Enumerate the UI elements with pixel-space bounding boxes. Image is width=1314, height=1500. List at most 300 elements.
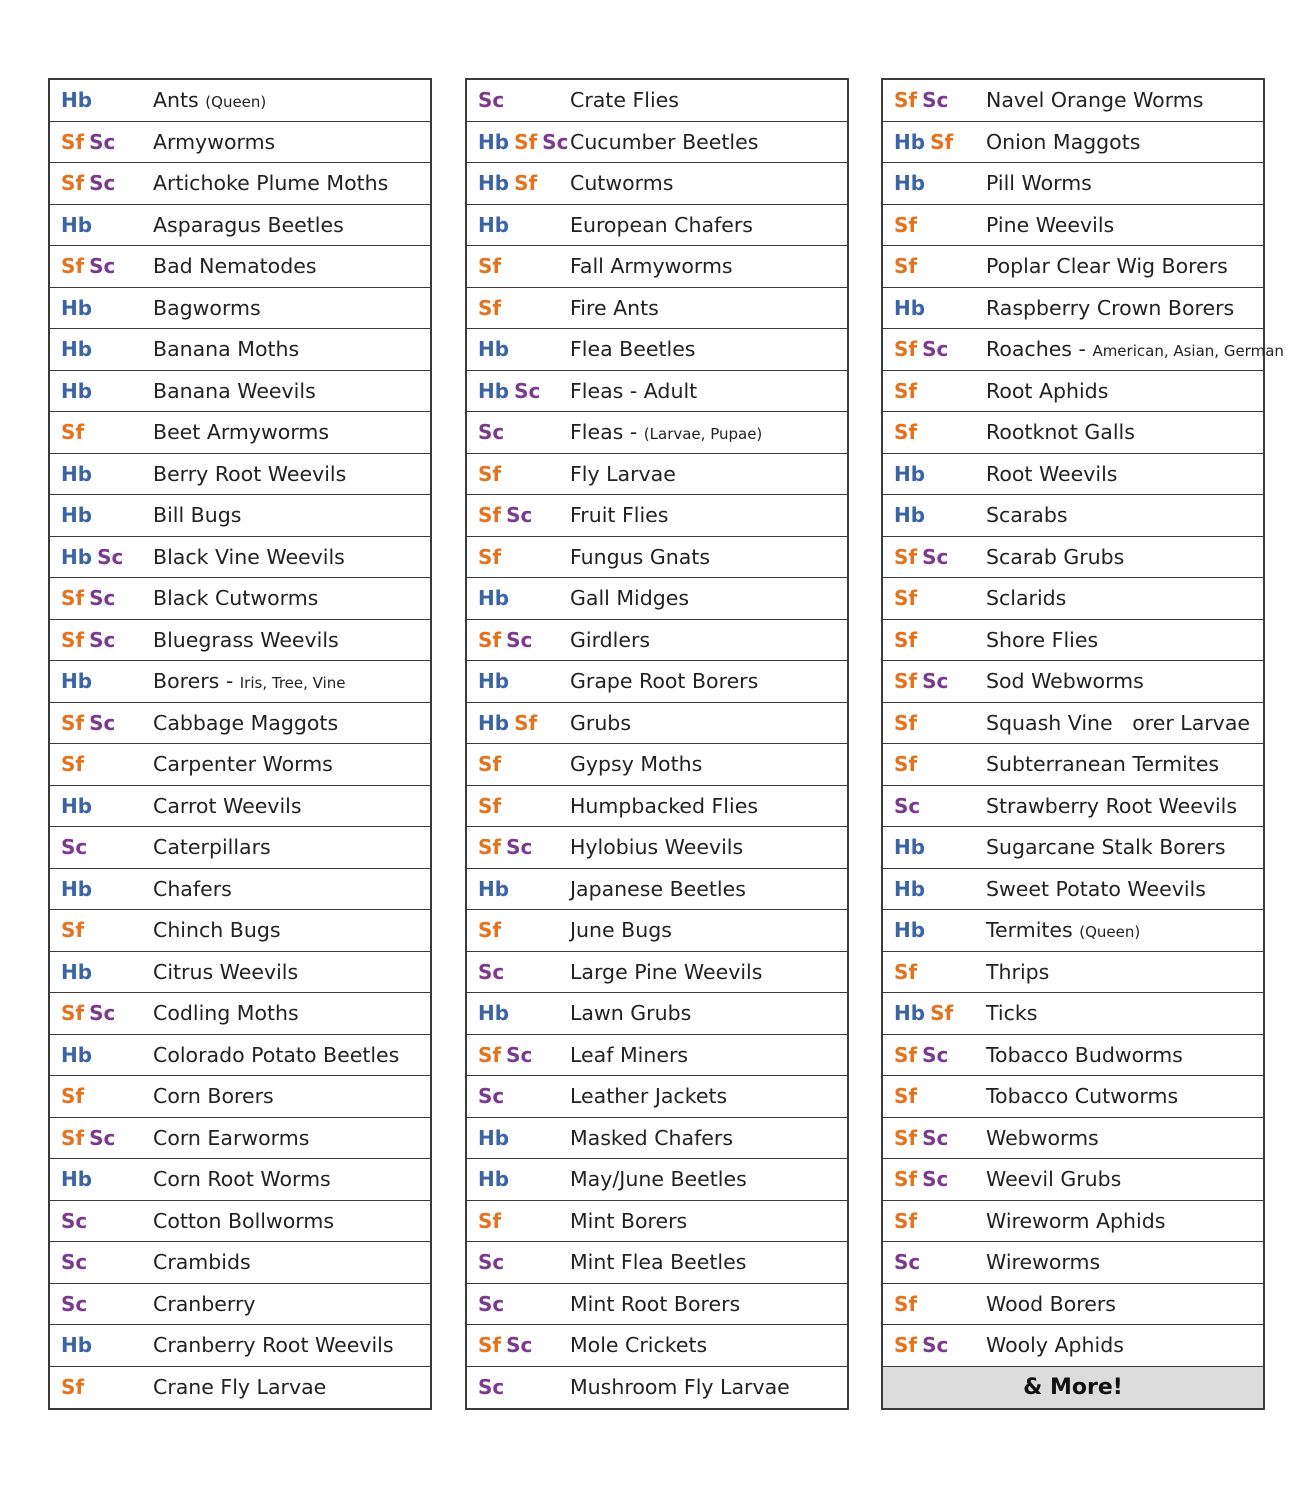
code-badge: Hb — [894, 129, 926, 154]
pest-name — [570, 794, 758, 818]
code-badge: Sf — [894, 88, 918, 113]
code-badge: Hb — [61, 1333, 93, 1358]
pest-name — [153, 254, 317, 278]
pest-row — [50, 371, 430, 413]
pest-row — [467, 454, 847, 496]
pest-name — [986, 1167, 1121, 1191]
pest-row — [883, 288, 1263, 330]
pest-name-text: Cotton Bollworms — [153, 1208, 335, 1233]
pest-row — [50, 1201, 430, 1243]
code-badge: Sf — [894, 1333, 918, 1358]
pest-name — [153, 918, 281, 942]
code-badge: Hb — [61, 461, 93, 486]
pest-name-text: Gall Midges — [570, 586, 690, 611]
pest-codes — [467, 711, 570, 735]
pest-name-text: Strawberry Root Weevils — [986, 793, 1238, 818]
pest-row — [883, 910, 1263, 952]
pest-name — [570, 918, 672, 942]
code-badge: Sf — [478, 254, 502, 279]
pest-name-text: Armyworms — [153, 129, 276, 154]
pest-row — [883, 578, 1263, 620]
pest-name — [986, 877, 1206, 901]
code-badge: Sc — [89, 1001, 116, 1026]
pest-row — [50, 993, 430, 1035]
pest-name-text: Cabbage Maggots — [153, 710, 339, 735]
pest-name — [570, 379, 697, 403]
pest-codes — [50, 752, 153, 776]
pest-row — [467, 412, 847, 454]
pest-name — [153, 628, 339, 652]
code-badge: Hb — [61, 295, 93, 320]
code-badge: Sf — [894, 337, 918, 362]
code-badge: Hb — [478, 171, 510, 196]
code-badge: Sc — [506, 835, 533, 860]
pest-name-text: Wood Borers — [986, 1291, 1116, 1316]
pest-name-text: Cutworms — [570, 171, 674, 196]
pest-codes — [50, 1209, 153, 1233]
pest-row — [883, 744, 1263, 786]
pest-row — [50, 620, 430, 662]
code-badge: Sf — [61, 420, 85, 445]
pest-name-text: Corn Borers — [153, 1084, 274, 1109]
more-label — [1023, 1375, 1123, 1400]
pest-codes — [883, 1167, 986, 1191]
pest-row — [883, 495, 1263, 537]
pest-name — [570, 503, 668, 527]
pest-name — [570, 88, 679, 112]
code-badge: Hb — [478, 1167, 510, 1192]
code-badge: Hb — [478, 586, 510, 611]
pest-codes — [467, 918, 570, 942]
pest-name — [986, 669, 1144, 693]
code-badge: Sf — [894, 544, 918, 569]
pest-column-2 — [465, 78, 849, 1410]
code-badge: Sc — [61, 1208, 88, 1233]
pest-name — [153, 669, 345, 693]
pest-name-text: Borers - — [153, 669, 234, 694]
code-badge: Hb — [61, 1042, 93, 1067]
pest-row — [883, 661, 1263, 703]
pest-name-text: European Chafers — [570, 212, 753, 237]
pest-name-text: Grubs — [570, 710, 631, 735]
pest-name — [570, 1209, 687, 1233]
pest-row — [883, 537, 1263, 579]
pest-codes — [883, 337, 986, 361]
pest-name-text: Sod Webworms — [986, 669, 1144, 694]
code-badge: Hb — [478, 710, 510, 735]
pest-row — [883, 786, 1263, 828]
code-badge: Sf — [61, 752, 85, 777]
pest-codes — [883, 1084, 986, 1108]
pest-codes — [467, 794, 570, 818]
pest-codes — [50, 171, 153, 195]
pest-name-text: Squash Vine orer Larvae — [986, 710, 1250, 735]
pest-row — [467, 1242, 847, 1284]
pest-name — [570, 337, 696, 361]
pest-name — [570, 1084, 727, 1108]
pest-codes — [883, 254, 986, 278]
pest-name — [986, 462, 1117, 486]
pest-name-text: Shore Flies — [986, 627, 1099, 652]
pest-name-text: Girdlers — [570, 627, 651, 652]
pest-codes — [50, 918, 153, 942]
pest-codes — [467, 130, 570, 154]
pest-name-text: Corn Earworms — [153, 1125, 310, 1150]
pest-row — [467, 1076, 847, 1118]
pest-name — [570, 1043, 688, 1067]
code-badge: Sc — [478, 1375, 505, 1400]
pest-codes — [467, 628, 570, 652]
pest-name — [570, 1375, 790, 1399]
pest-row — [50, 1118, 430, 1160]
pest-name — [986, 1126, 1099, 1150]
pest-row — [883, 1284, 1263, 1326]
pest-codes — [883, 794, 986, 818]
pest-name — [153, 1333, 394, 1357]
pest-row — [883, 205, 1263, 247]
pest-name — [986, 1084, 1178, 1108]
code-badge: Sc — [542, 129, 569, 154]
code-badge: Hb — [894, 876, 926, 901]
pest-codes — [883, 1209, 986, 1233]
pest-name — [153, 88, 266, 112]
pest-row — [50, 1035, 430, 1077]
pest-row — [883, 329, 1284, 371]
pest-name-text: Tobacco Budworms — [986, 1042, 1183, 1067]
pest-name-text: Fleas - — [570, 420, 638, 445]
code-badge: Hb — [61, 337, 93, 362]
code-badge: Sf — [894, 1291, 918, 1316]
pest-codes — [883, 545, 986, 569]
pest-name-text: Subterranean Termites — [986, 752, 1220, 777]
pest-name — [570, 669, 758, 693]
pest-name — [570, 1333, 707, 1357]
pest-row — [467, 1201, 847, 1243]
pest-name — [570, 1167, 747, 1191]
pest-row — [883, 1035, 1263, 1077]
pest-name — [153, 545, 345, 569]
pest-name-text: June Bugs — [570, 918, 672, 943]
pest-name-text: Root Aphids — [986, 378, 1109, 403]
pest-name-text: Mint Flea Beetles — [570, 1250, 747, 1275]
code-badge: Sf — [894, 959, 918, 984]
pest-row — [50, 703, 430, 745]
code-badge: Sf — [894, 752, 918, 777]
code-badge: Sf — [894, 420, 918, 445]
pest-codes — [50, 1333, 153, 1357]
pest-name — [986, 254, 1228, 278]
pest-name-text: Fleas - Adult — [570, 378, 698, 403]
pest-codes — [50, 462, 153, 486]
pest-codes — [883, 586, 986, 610]
pest-codes — [883, 1001, 986, 1025]
pest-codes — [50, 1250, 153, 1274]
pest-row — [883, 246, 1263, 288]
pest-row — [50, 827, 430, 869]
pest-row — [467, 371, 847, 413]
pest-name — [570, 752, 702, 776]
pest-name — [986, 1209, 1165, 1233]
pest-row — [467, 122, 847, 164]
pest-name-text: Wireworm Aphids — [986, 1208, 1166, 1233]
pest-row — [883, 163, 1263, 205]
code-badge: Sf — [894, 1125, 918, 1150]
code-badge: Hb — [61, 1167, 93, 1192]
pest-name-text: Raspberry Crown Borers — [986, 295, 1235, 320]
pest-name-text: Carrot Weevils — [153, 793, 302, 818]
pest-name — [153, 752, 333, 776]
code-badge: Sc — [922, 1042, 949, 1067]
pest-name-text: Lawn Grubs — [570, 1001, 692, 1026]
pest-codes — [467, 1126, 570, 1150]
code-badge: Hb — [61, 669, 93, 694]
code-badge: Sf — [61, 918, 85, 943]
code-badge: Sf — [61, 627, 85, 652]
pest-name-text: Thrips — [986, 959, 1050, 984]
pest-codes — [50, 1292, 153, 1316]
pest-row — [883, 1201, 1263, 1243]
pest-row — [883, 952, 1263, 994]
pest-codes — [467, 1333, 570, 1357]
pest-name-text: Fungus Gnats — [570, 544, 711, 569]
code-badge: Sf — [61, 710, 85, 735]
pest-name-text: Grape Root Borers — [570, 669, 759, 694]
pest-row — [467, 910, 847, 952]
pest-row — [50, 578, 430, 620]
code-badge: Sf — [894, 254, 918, 279]
pest-row — [467, 1035, 847, 1077]
code-badge: Sf — [61, 1375, 85, 1400]
pest-name-text: Humpbacked Flies — [570, 793, 758, 818]
pest-name — [986, 213, 1114, 237]
pest-name-text: Beet Armyworms — [153, 420, 330, 445]
code-badge: Sf — [514, 710, 538, 735]
pest-row — [50, 288, 430, 330]
pest-codes — [50, 1126, 153, 1150]
pest-name-text: Termites — [986, 918, 1073, 943]
pest-codes — [883, 918, 986, 942]
pest-name-text: Scarab Grubs — [986, 544, 1125, 569]
pest-name — [986, 835, 1226, 859]
pest-note: (Queen) — [1079, 923, 1141, 942]
pest-row — [467, 537, 847, 579]
code-badge: Hb — [894, 1001, 926, 1026]
code-badge: Sf — [894, 1208, 918, 1233]
pest-name — [986, 171, 1092, 195]
code-badge: Sc — [506, 627, 533, 652]
pest-name — [153, 1167, 331, 1191]
pest-row — [467, 1325, 847, 1367]
code-badge: Sc — [89, 254, 116, 279]
pest-name-text: Leather Jackets — [570, 1084, 728, 1109]
pest-name — [570, 1126, 733, 1150]
pest-name — [986, 752, 1219, 776]
pest-name-text: Asparagus Beetles — [153, 212, 344, 237]
pest-codes — [467, 1250, 570, 1274]
pest-name-text: Crambids — [153, 1250, 251, 1275]
pest-row — [50, 537, 430, 579]
pest-row — [50, 1367, 430, 1409]
code-badge: Hb — [61, 88, 93, 113]
code-badge: Hb — [61, 212, 93, 237]
pest-row — [50, 1325, 430, 1367]
code-badge: Sc — [506, 503, 533, 528]
pest-name-text: Sugarcane Stalk Borers — [986, 835, 1226, 860]
pest-column-1 — [48, 78, 432, 1410]
pest-name-text: Mint Root Borers — [570, 1291, 741, 1316]
pest-name-text: Crate Flies — [570, 88, 679, 113]
code-badge: Sc — [89, 586, 116, 611]
pest-codes — [883, 171, 986, 195]
code-badge: Sc — [478, 1250, 505, 1275]
pest-name-text: Scarabs — [986, 503, 1068, 528]
pest-codes — [50, 794, 153, 818]
code-badge: Hb — [894, 918, 926, 943]
pest-codes — [883, 1292, 986, 1316]
pest-row — [883, 122, 1263, 164]
pest-name-text: Sweet Potato Weevils — [986, 876, 1206, 901]
pest-row — [50, 163, 430, 205]
code-badge: Hb — [61, 503, 93, 528]
pest-name-text: Poplar Clear Wig Borers — [986, 254, 1228, 279]
code-badge: Sf — [61, 586, 85, 611]
pest-name-text: Ticks — [986, 1001, 1038, 1026]
pest-codes — [467, 171, 570, 195]
pest-codes — [883, 628, 986, 652]
pest-name — [986, 379, 1108, 403]
pest-codes — [467, 835, 570, 859]
pest-codes — [467, 1375, 570, 1399]
pest-name — [153, 171, 388, 195]
code-badge: Hb — [61, 378, 93, 403]
code-badge: Sf — [514, 129, 538, 154]
pest-name-text: Fire Ants — [570, 295, 659, 320]
pest-row — [50, 786, 430, 828]
pest-name-text: Mushroom Fly Larvae — [570, 1375, 790, 1400]
pest-name — [570, 877, 746, 901]
code-badge: Hb — [478, 129, 510, 154]
pest-codes — [50, 379, 153, 403]
pest-name — [570, 296, 659, 320]
pest-codes — [50, 88, 153, 112]
code-badge: Sc — [89, 171, 116, 196]
pest-codes — [467, 1084, 570, 1108]
pest-codes — [467, 752, 570, 776]
pest-codes — [467, 337, 570, 361]
pest-row — [467, 1118, 847, 1160]
code-badge: Hb — [61, 544, 93, 569]
code-badge: Sf — [478, 1042, 502, 1067]
pest-name-text: Pill Worms — [986, 171, 1092, 196]
pest-name — [153, 1292, 256, 1316]
pest-codes — [50, 628, 153, 652]
pest-name-text: Bluegrass Weevils — [153, 627, 339, 652]
pest-note: Iris, Tree, Vine — [239, 674, 346, 693]
pest-codes — [50, 835, 153, 859]
pest-row — [50, 1159, 430, 1201]
pest-codes — [467, 586, 570, 610]
pest-name-text: Crane Fly Larvae — [153, 1375, 327, 1400]
pest-codes — [467, 254, 570, 278]
pest-name — [153, 586, 318, 610]
pest-codes — [883, 462, 986, 486]
pest-codes — [883, 1333, 986, 1357]
pest-row — [883, 827, 1263, 869]
pest-name-text: Fruit Flies — [570, 503, 669, 528]
pest-row — [50, 869, 430, 911]
code-badge: Sc — [89, 1125, 116, 1150]
pest-row — [50, 744, 430, 786]
code-badge: Sc — [478, 88, 505, 113]
pest-name-text: Artichoke Plume Moths — [153, 171, 389, 196]
pest-name — [570, 835, 743, 859]
pest-name-text: Black Cutworms — [153, 586, 319, 611]
code-badge: Sc — [89, 710, 116, 735]
pest-codes — [883, 420, 986, 444]
code-badge: Hb — [61, 959, 93, 984]
pest-name — [570, 1292, 740, 1316]
code-badge: Sc — [506, 1333, 533, 1358]
pest-name-text: Tobacco Cutworms — [986, 1084, 1179, 1109]
code-badge: Sc — [922, 669, 949, 694]
pest-name — [153, 877, 232, 901]
pest-name — [570, 545, 710, 569]
pest-name — [986, 88, 1203, 112]
pest-codes — [467, 213, 570, 237]
code-badge: Hb — [478, 1125, 510, 1150]
pest-name-text: Cranberry Root Weevils — [153, 1333, 394, 1358]
pest-row — [50, 1076, 430, 1118]
pest-row — [883, 454, 1263, 496]
pest-name-text: Onion Maggots — [986, 129, 1141, 154]
code-badge: Hb — [478, 337, 510, 362]
pest-name-text: Citrus Weevils — [153, 959, 299, 984]
pest-name — [153, 503, 241, 527]
code-badge: Sf — [894, 627, 918, 652]
pest-note: (Queen) — [205, 93, 267, 112]
pest-name-text: Banana Moths — [153, 337, 300, 362]
pest-name-text: Navel Orange Worms — [986, 88, 1204, 113]
pest-row — [50, 1242, 430, 1284]
pest-name-text: Cucumber Beetles — [570, 129, 759, 154]
pest-name — [153, 462, 346, 486]
pest-name — [986, 1333, 1124, 1357]
pest-codes — [50, 1167, 153, 1191]
pest-name — [153, 1043, 399, 1067]
pest-codes — [883, 835, 986, 859]
pest-name-text: Leaf Miners — [570, 1042, 689, 1067]
code-badge: Sc — [61, 1250, 88, 1275]
pest-row — [883, 1118, 1263, 1160]
pest-name — [153, 835, 271, 859]
pest-codes — [467, 669, 570, 693]
pest-name — [153, 1126, 309, 1150]
pest-name — [986, 545, 1124, 569]
pest-name-text: Flea Beetles — [570, 337, 696, 362]
pest-row — [467, 993, 847, 1035]
pest-name-text: Black Vine Weevils — [153, 544, 345, 569]
code-badge: Hb — [894, 461, 926, 486]
pest-codes — [467, 420, 570, 444]
pest-row — [467, 80, 847, 122]
code-badge: Hb — [478, 876, 510, 901]
pest-name — [570, 171, 673, 195]
pest-name-text: Carpenter Worms — [153, 752, 333, 777]
pest-row — [467, 786, 847, 828]
pest-row — [467, 495, 847, 537]
code-badge: Hb — [478, 669, 510, 694]
pest-name — [570, 1250, 746, 1274]
